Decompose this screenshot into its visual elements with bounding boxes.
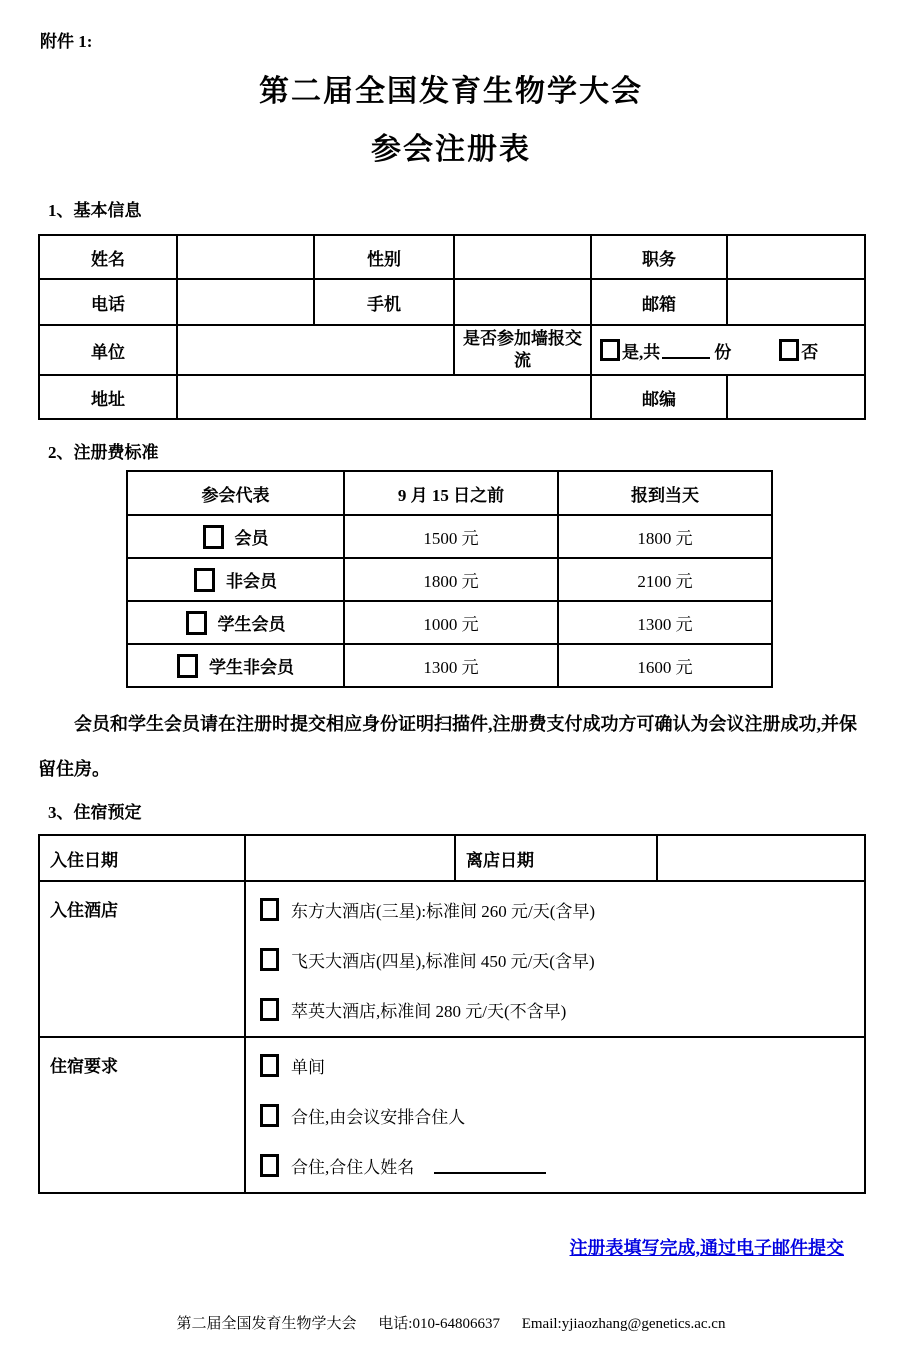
nonmember-early-fee: 1800 元 (344, 558, 558, 601)
position-label: 职务 (591, 235, 727, 279)
student-nonmember-label: 学生非会员 (209, 658, 294, 677)
fee-category-cell (127, 644, 344, 687)
poster-participation-label: 是否参加墙报交流 (454, 325, 591, 375)
gender-label: 性别 (314, 235, 454, 279)
nonmember-checkbox[interactable] (194, 568, 215, 592)
table-row (127, 515, 772, 558)
share-arranged-checkbox[interactable] (260, 1104, 279, 1127)
checkin-date-label: 入住日期 (39, 835, 245, 881)
fee-col-delegate: 参会代表 (127, 471, 344, 515)
registration-note: 会员和学生会员请在注册时提交相应身份证明扫描件,注册费支付成功方可确认为会议注册成功,并保留住房。 (38, 714, 857, 779)
poster-no-checkbox[interactable] (779, 339, 799, 361)
table-row (127, 558, 772, 601)
hotel-dongfang-checkbox[interactable] (260, 898, 279, 921)
footer-org: 第二届全国发育生物学大会 (176, 1316, 357, 1332)
table-row (39, 881, 865, 1037)
address-input-cell[interactable] (177, 375, 591, 419)
zip-input-cell[interactable] (727, 375, 865, 419)
share-named-checkbox[interactable] (260, 1154, 279, 1177)
fee-col-onsite: 报到当天 (558, 471, 772, 515)
page-title: 第二届全国发育生物学大会 (259, 75, 643, 108)
hotel-cuiying-checkbox[interactable] (260, 998, 279, 1021)
hotel-label: 入住酒店 (39, 881, 245, 1037)
member-onsite-fee: 1800 元 (558, 515, 772, 558)
student-member-checkbox[interactable] (186, 611, 207, 635)
poster-count-blank[interactable] (662, 341, 710, 359)
footer-phone: 电话:010-64806637 (378, 1316, 500, 1332)
poster-yes-checkbox[interactable] (600, 339, 620, 361)
student-nonmember-early-fee: 1300 元 (344, 644, 558, 687)
address-label: 地址 (39, 375, 177, 419)
fee-category-cell (127, 558, 344, 601)
organization-input-cell[interactable] (177, 325, 454, 375)
checkout-date-input-cell[interactable] (657, 835, 865, 881)
fee-category-cell (127, 601, 344, 644)
mobile-label: 手机 (314, 279, 454, 325)
hotel-feitian-checkbox[interactable] (260, 948, 279, 971)
requirement-option-share-named (260, 1140, 864, 1190)
requirement-label: 住宿要求 (39, 1037, 245, 1193)
student-nonmember-onsite-fee: 1600 元 (558, 644, 772, 687)
section-heading-basic-info: 1、基本信息 (48, 201, 142, 220)
position-input-cell[interactable] (727, 235, 865, 279)
zip-label: 邮编 (591, 375, 727, 419)
submit-email-link[interactable]: 注册表填写完成,通过电子邮件提交 (569, 1238, 844, 1258)
student-member-label: 学生会员 (217, 615, 286, 634)
member-label: 会员 (234, 529, 269, 548)
hotel-dongfang-label: 东方大酒店(三星):标准间 260 元/天(含早) (291, 901, 596, 921)
email-input-cell[interactable] (727, 279, 865, 325)
table-row (39, 279, 865, 325)
gender-input-cell[interactable] (454, 235, 591, 279)
fee-col-early: 9 月 15 日之前 (344, 471, 558, 515)
student-member-early-fee: 1000 元 (344, 601, 558, 644)
table-row (39, 375, 865, 419)
attachment-label: 附件 1: (40, 32, 93, 51)
single-room-label: 单间 (291, 1057, 325, 1077)
hotel-options-cell (245, 881, 865, 1037)
single-room-checkbox[interactable] (260, 1054, 279, 1077)
share-named-label: 合住,合住人姓名 (291, 1157, 415, 1177)
poster-unit-label: 份 (714, 342, 732, 362)
student-nonmember-checkbox[interactable] (177, 654, 198, 678)
requirement-option-single (260, 1040, 864, 1090)
member-early-fee: 1500 元 (344, 515, 558, 558)
hotel-cuiying-label: 萃英大酒店,标准间 280 元/天(不含早) (291, 1001, 567, 1021)
organization-label: 单位 (39, 325, 177, 375)
name-input-cell[interactable] (177, 235, 314, 279)
table-row (39, 325, 865, 375)
hotel-option-dongfang (260, 884, 864, 934)
page-footer (38, 1312, 864, 1333)
phone-input-cell[interactable] (177, 279, 314, 325)
section-heading-fees: 2、注册费标准 (48, 443, 159, 462)
hotel-feitian-label: 飞天大酒店(四星),标准间 450 元/天(含早) (291, 951, 595, 971)
submit-line (38, 1234, 864, 1260)
table-row (39, 235, 865, 279)
section-heading-accommodation: 3、住宿预定 (48, 803, 142, 822)
fee-table (126, 470, 773, 688)
mobile-input-cell[interactable] (454, 279, 591, 325)
poster-choice-cell (591, 325, 865, 375)
fee-category-cell (127, 515, 344, 558)
name-label: 姓名 (39, 235, 177, 279)
accommodation-table (38, 834, 866, 1194)
hotel-option-feitian (260, 934, 864, 984)
poster-no-label: 否 (801, 342, 819, 362)
checkout-date-label: 离店日期 (455, 835, 657, 881)
table-row (127, 601, 772, 644)
roommate-name-blank[interactable] (434, 1156, 546, 1174)
nonmember-onsite-fee: 2100 元 (558, 558, 772, 601)
footer-email: Email:yjiaozhang@genetics.ac.cn (521, 1316, 726, 1332)
nonmember-label: 非会员 (226, 572, 277, 591)
email-label: 邮箱 (591, 279, 727, 325)
page-subtitle: 参会注册表 (371, 133, 531, 166)
member-checkbox[interactable] (203, 525, 224, 549)
student-member-onsite-fee: 1300 元 (558, 601, 772, 644)
requirement-options-cell (245, 1037, 865, 1193)
phone-label: 电话 (39, 279, 177, 325)
checkin-date-input-cell[interactable] (245, 835, 455, 881)
requirement-option-share-arranged (260, 1090, 864, 1140)
poster-yes-label: 是,共 (622, 342, 661, 362)
table-header-row (127, 471, 772, 515)
share-arranged-label: 合住,由会议安排合住人 (291, 1107, 466, 1127)
basic-info-table (38, 234, 866, 420)
hotel-option-cuiying (260, 984, 864, 1034)
table-row (127, 644, 772, 687)
table-row (39, 835, 865, 881)
table-row (39, 1037, 865, 1193)
